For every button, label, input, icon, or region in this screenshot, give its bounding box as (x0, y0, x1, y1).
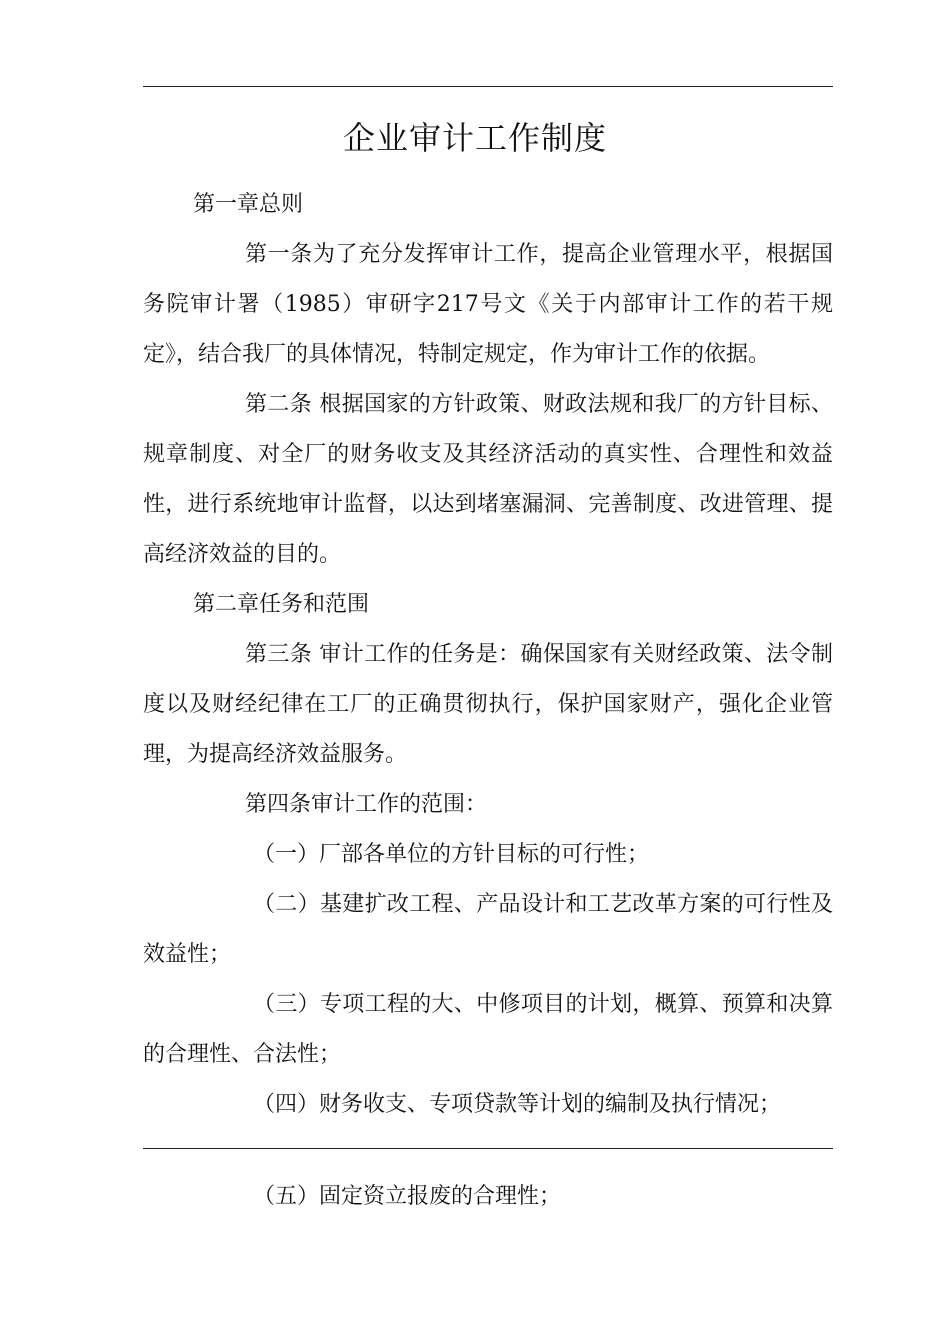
article-paragraph: 第四条审计工作的范围： (245, 792, 488, 817)
list-item: （四）财务收支、专项贷款等计划的编制及执行情况； (253, 1092, 782, 1117)
chapter-heading: 第二章任务和范围 (193, 592, 370, 617)
article-paragraph: 第三条 审计工作的任务是：确保国家有关财经政策、法令制度以及财经纪律在工厂的正确贯彻执行，保护国家财产，强化企业管理，为提高经济效益服务。 (143, 642, 833, 767)
chapter-heading: 第一章总则 (193, 192, 304, 217)
list-item: （五）固定资立报废的合理性； (253, 1184, 562, 1209)
document-body-continued (143, 1172, 833, 1222)
list-item: （三）专项工程的大、中修项目的计划，概算、预算和决算的合理性、合法性； (143, 992, 833, 1067)
document-title: 企业审计工作制度 (342, 119, 607, 157)
header-rule (143, 86, 833, 87)
document-body (143, 180, 833, 1130)
list-item: （一）厂部各单位的方针目标的可行性； (253, 842, 650, 867)
article-paragraph: 第二条 根据国家的方针政策、财政法规和我厂的方针目标、规章制度、对全厂的财务收支及其经济活动的真实性、合理性和效益性，进行系统地审计监督，以达到堵塞漏洞、完善制度、改进管理、提高经济效益的目的。 (143, 392, 833, 567)
page-break-rule (143, 1148, 833, 1149)
list-item: （二）基建扩改工程、产品设计和工艺改革方案的可行性及效益性； (143, 892, 833, 967)
article-paragraph: 第一条为了充分发挥审计工作，提高企业管理水平，根据国务院审计署（1985）审研字217号文《关于内部审计工作的若干规定》，结合我厂的具体情况，特制定规定，作为审计工作的依据。 (143, 242, 833, 367)
